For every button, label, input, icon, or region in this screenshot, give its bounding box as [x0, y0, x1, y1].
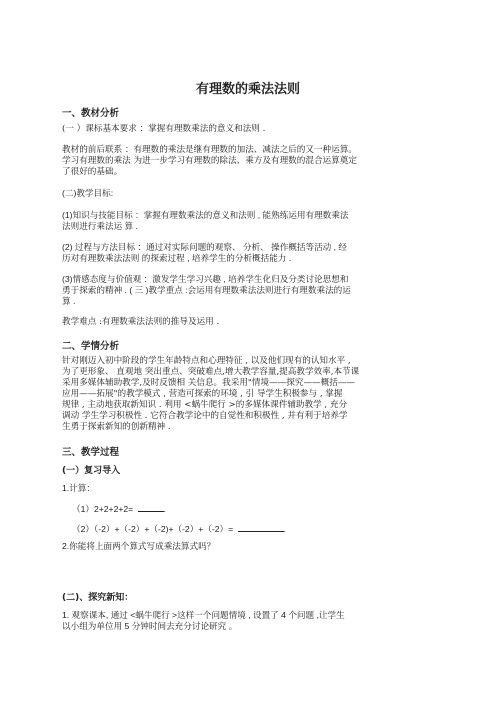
subsection-review: (一）复习导入 — [62, 466, 121, 476]
goal-emotion-line-2: 勇于探索的精神 . ( 三 )教学重点 :会运用有理数乘法法则进行有理数乘法的运 — [62, 285, 351, 295]
student-analysis-line-1: 针对刚迈入初中阶段的学生年龄特点和心理特征 , 以及他们现有的认知水平 , — [62, 356, 351, 366]
section-heading-textbook-analysis: 一、教材分析 — [62, 108, 120, 119]
goal-emotion-line-3: 算 . — [62, 296, 76, 306]
student-analysis-line-3: 采用多媒体辅助教学,及时反馈相 关信息。我采用"情境——探究——概括—— — [62, 378, 356, 388]
textbook-context-line-2: 学习有理数的乘法 为进一步学习有理数的除法、乘方及有理数的混合运算奠定 — [62, 156, 357, 166]
goal-knowledge-line-2: 法则进行乘法运 算 . — [62, 221, 138, 231]
explore-line-2: 以小组为单位用 5 分钟时间去充分讨论研究 。 — [62, 621, 238, 631]
student-analysis-line-5: 规律 , 主动地获取新知识 . 利用 <蜗牛爬行 >的多媒体课件辅助教学 , 充分 — [62, 400, 348, 410]
teaching-difficulty: 教学难点 :有理数乘法法则的推导及运用 . — [62, 317, 220, 327]
student-analysis-line-7: 生勇于探索新知的创新精神 . — [62, 422, 171, 432]
goal-knowledge-line-1: (1)知识与技能目标 ：掌握有理数乘法的意义和法则 , 能熟练运用有理数乘法 — [62, 210, 349, 220]
page-title: 有理数的乘法法则 — [195, 82, 300, 97]
textbook-context-line-1: 教材的前后联系 ：有理数的乘法是继有理数的加法、减法之后的又一种运算。 — [62, 145, 357, 155]
answer-blank-2[interactable] — [238, 522, 284, 532]
answer-blank-1[interactable] — [138, 502, 164, 512]
teaching-goals-label: (二)教学目标: — [62, 188, 114, 198]
student-analysis-line-4: 应用——拓展"的教学模式 , 营造可探索的环境 , 引 导学生积极参与 , 掌握 — [62, 389, 343, 399]
explore-line-1: 1. 观察课本, 通过 <蜗牛爬行 >这样一个问题情境 , 设置了 4 个问题 ,让学生 — [62, 610, 345, 620]
calc-label: 1.计算： — [62, 483, 95, 493]
textbook-context-line-3: 了很好的基础。 — [62, 167, 123, 177]
calc-exercise-1-text: （1）2+2+2+2= — [72, 504, 134, 514]
calc-exercise-1: （1）2+2+2+2= . — [72, 504, 166, 514]
calc-exercise-2-text: （2）（-2）+（-2）+（-2)+（-2）+（-2）= — [72, 524, 234, 534]
goal-emotion-line-1: (3)情感态度与价值观 ：激发学生学习兴趣 , 培养学生化归及分类讨论思想和 — [62, 274, 349, 284]
question-2: 2.你能将上面两个算式写成乘法算式吗？ — [62, 541, 216, 551]
section-heading-student-analysis: 二、学情分析 — [62, 341, 120, 352]
section-heading-teaching-process: 三、教学过程 — [62, 447, 120, 458]
curriculum-requirement: (一 ）课标基本要求 ：掌握有理数乘法的意义和法则 . — [62, 124, 266, 134]
student-analysis-line-2: 为了更形象、 直观地 突出重点、突破难点,增大教学容量,提高教学效率,本节课 — [62, 367, 360, 377]
student-analysis-line-6: 调动 学生学习积极性 . 它符合教学论中的自觉性和积极性 , 并有利于培养学 — [62, 411, 348, 421]
subsection-explore: (二)、探究新知： — [62, 593, 134, 603]
calc-exercise-2: （2）（-2）+（-2）+（-2)+（-2）+（-2）= . — [72, 524, 286, 534]
goal-process-line-2: 历对有理数乘法法则 的探索过程 , 培养学生的分析概括能力 . — [62, 253, 292, 263]
goal-process-line-1: (2) 过程与方法目标 ：通过对实际问题的观察、 分析、 操作概括等活动 , 经 — [62, 242, 348, 252]
